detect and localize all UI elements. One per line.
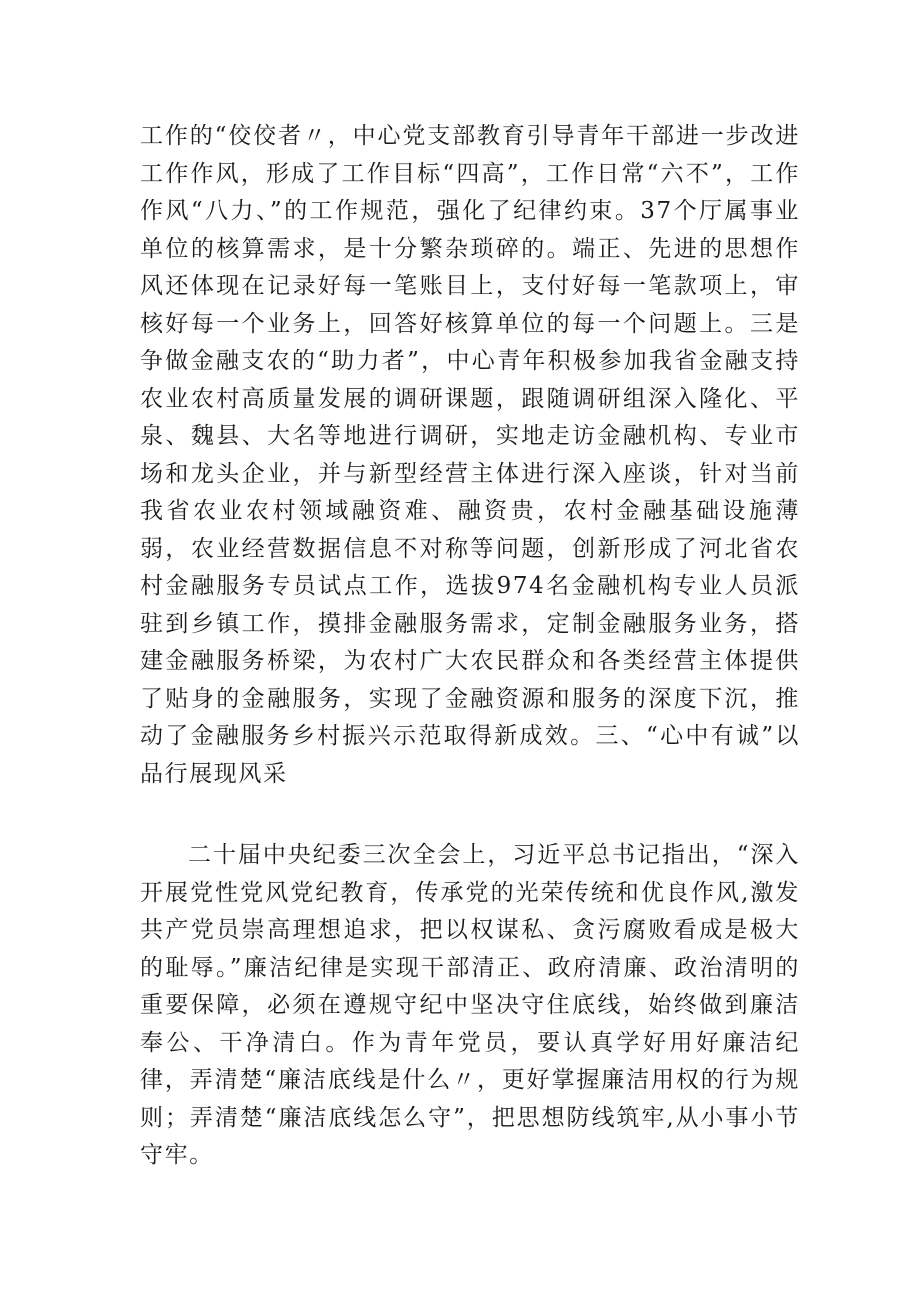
body-paragraph-1: 工作的“佼佼者〃，中心党支部教育引导青年干部进一步改进工作作风，形成了工作目标“四高”，工作日常“六不”，工作作风“八力、”的工作规范，强化了纪律约束。37个厅属事业单位的核算需求，是十分繁杂琐碎的。端正、先进的思想作风还体现在记录好每一笔账目上，支付好每一笔款项上，审核好每一个业务上，回答好核算单位的每一个问题上。三是争做金融支农的“助力者”，中心青年积极参加我省金融支持农业农村高质量发展的调研课题，跟随调研组深入隆化、平泉、魏县、大名等地进行调研，实地走访金融机构、专业市场和龙头企业，并与新型经营主体进行深入座谈，针对当前我省农业农村领域融资难、融资贵，农村金融基础设施薄弱，农业经营数据信息不对称等问题，创新形成了河北省农村金融服务专员试点工作，选拔974名金融机构专业人员派驻到乡镇工作，摸排金融服务需求，定制金融服务业务，搭建金融服务桥梁，为农村广大农民群众和各类经营主体提供了贴身的金融服务，实现了金融资源和服务的深度下沉，推动了金融服务乡村振兴示范取得新成效。三、“心中有诚”以品行展现风采 bbox=[140, 123, 800, 787]
body-paragraph-2: 二十届中央纪委三次全会上，习近平总书记指出，“深入开展党性党风党纪教育，传承党的光荣传统和优良作风,激发共产党员崇高理想追求，把以权谋私、贪污腐败看成是极大的耻辱。”廉洁纪律是实现干部清正、政府清廉、政治清明的重要保障，必须在遵规守纪中坚决守住底线，始终做到廉洁奉公、干净清白。作为青年党员，要认真学好用好廉洁纪律，弄清楚“廉洁底线是什么〃，更好掌握廉洁用权的行为规则；弄清楚“廉洁底线怎么守”，把思想防线筑牢,从小事小节守牢。 bbox=[140, 842, 800, 1168]
